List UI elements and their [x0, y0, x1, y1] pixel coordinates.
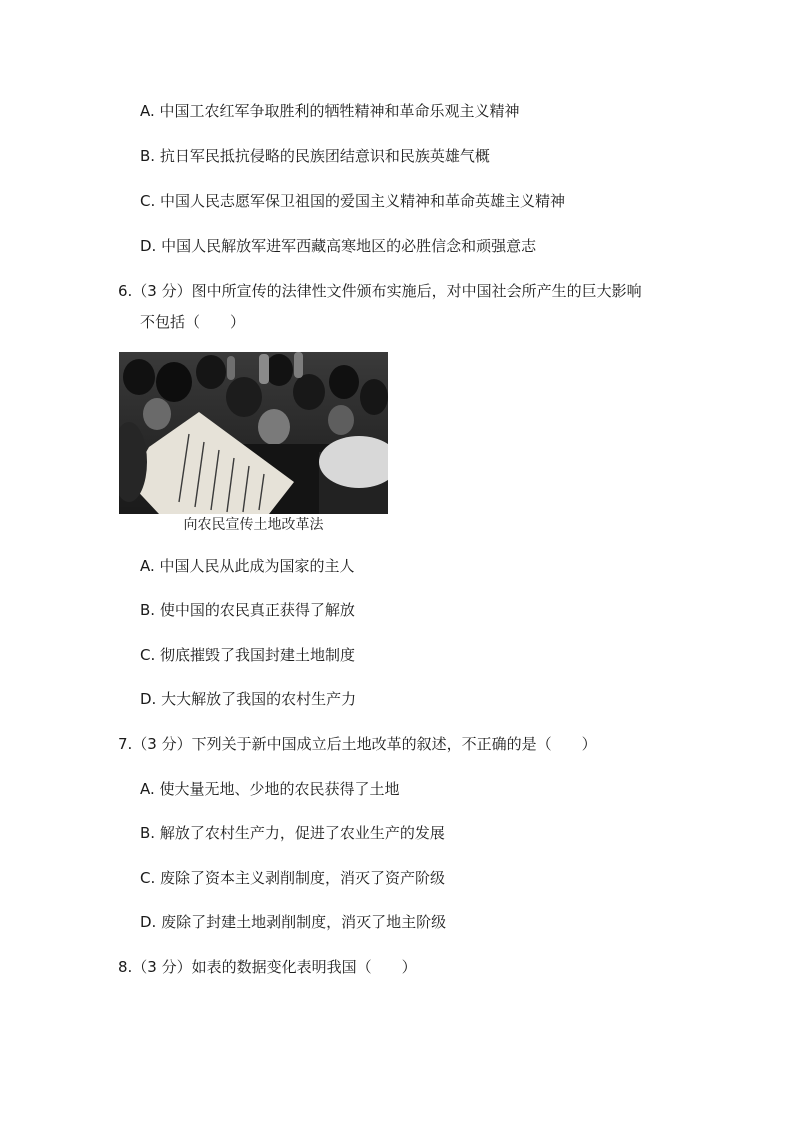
photo-caption: 向农民宣传土地改革法	[183, 517, 324, 533]
q7-option-d: D. 废除了封建土地剥削制度，消灭了地主阶级	[140, 913, 447, 931]
q7-option-a: A. 使大量无地、少地的农民获得了土地	[140, 780, 400, 798]
q6-option-c: C. 彻底摧毁了我国封建土地制度	[140, 646, 356, 664]
q5-option-b: B. 抗日军民抵抗侵略的民族团结意识和民族英雄气概	[140, 147, 490, 165]
land-reform-photo	[119, 352, 388, 514]
q5-option-d: D. 中国人民解放军进军西藏高寒地区的必胜信念和顽强意志	[140, 237, 537, 255]
q6-option-d: D. 大大解放了我国的农村生产力	[140, 690, 357, 708]
q6-option-a: A. 中国人民从此成为国家的主人	[140, 557, 355, 575]
q6-option-b: B. 使中国的农民真正获得了解放	[140, 601, 355, 619]
q6-stem-line2: 不包括（ ）	[140, 313, 246, 331]
q7-stem: 7.（3 分）下列关于新中国成立后土地改革的叙述，不正确的是（ ）	[118, 735, 597, 753]
q6-stem-line1: 6.（3 分）图中所宣传的法律性文件颁布实施后，对中国社会所产生的巨大影响	[118, 282, 642, 300]
q5-option-c: C. 中国人民志愿军保卫祖国的爱国主义精神和革命英雄主义精神	[140, 192, 566, 210]
q8-stem: 8.（3 分）如表的数据变化表明我国（ ）	[118, 958, 417, 976]
q7-option-c: C. 废除了资本主义剥削制度，消灭了资产阶级	[140, 869, 446, 887]
q7-option-b: B. 解放了农村生产力，促进了农业生产的发展	[140, 824, 445, 842]
q5-option-a: A. 中国工农红军争取胜利的牺牲精神和革命乐观主义精神	[140, 102, 520, 120]
